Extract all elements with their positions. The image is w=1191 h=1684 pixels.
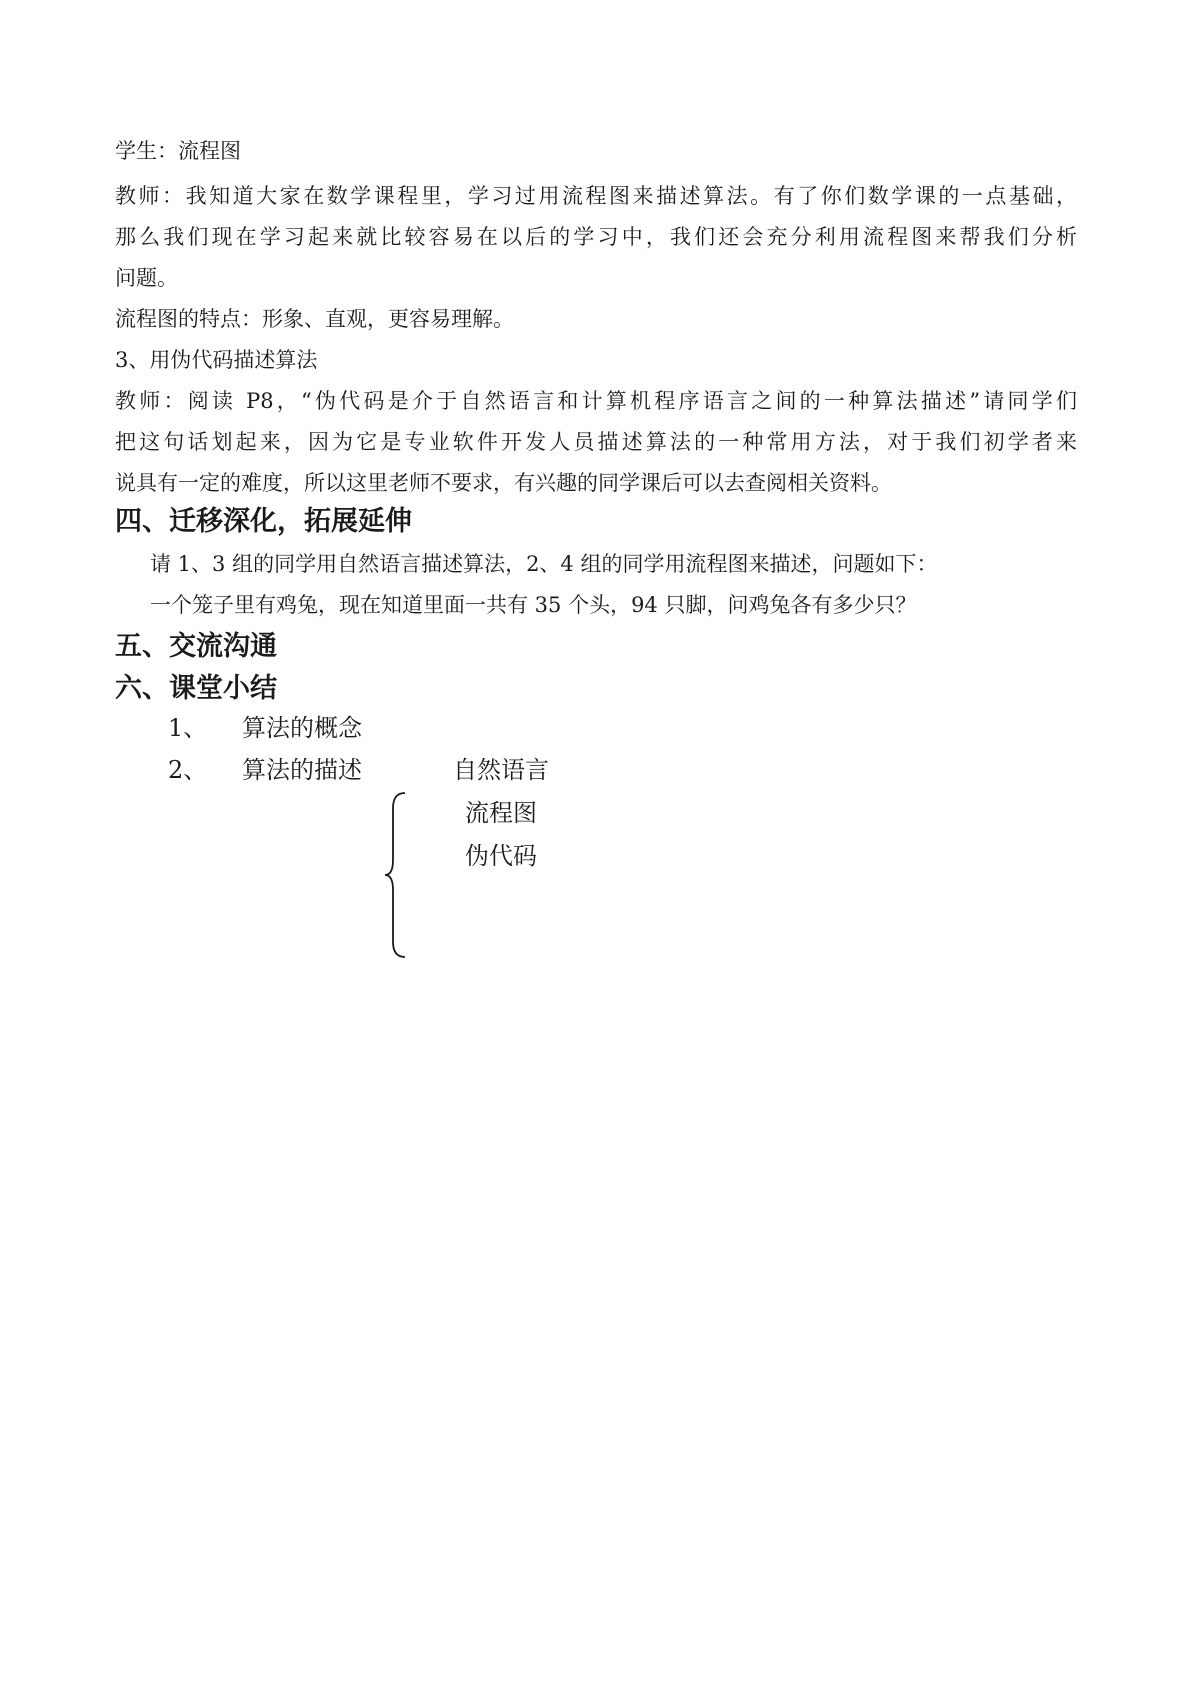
summary-item-2-text: 算法的描述 bbox=[242, 756, 362, 784]
method-flowchart: 流程图 bbox=[465, 799, 537, 827]
student-answer: 学生：流程图 bbox=[115, 139, 241, 163]
teacher-paragraph-line-3: 问题。 bbox=[115, 266, 178, 290]
left-brace bbox=[383, 790, 413, 960]
flowchart-features: 流程图的特点：形象、直观，更容易理解。 bbox=[115, 307, 514, 331]
pseudocode-subheading: 3、用伪代码描述算法 bbox=[115, 348, 318, 372]
group-instruction: 请 1、3 组的同学用自然语言描述算法，2、4 组的同学用流程图来描述，问题如下： bbox=[150, 552, 938, 576]
section-six-heading: 六、课堂小结 bbox=[115, 673, 277, 704]
section-four-heading: 四、迁移深化，拓展延伸 bbox=[115, 506, 412, 537]
summary-item-1-text: 算法的概念 bbox=[242, 714, 362, 742]
teacher-paragraph-line-2: 那么我们现在学习起来就比较容易在以后的学习中，我们还会充分利用流程图来帮我们分析 bbox=[115, 225, 1077, 249]
chicken-rabbit-problem: 一个笼子里有鸡兔，现在知道里面一共有 35 个头，94 只脚，问鸡兔各有多少只？ bbox=[150, 593, 917, 617]
pseudocode-paragraph-line-2: 把这句话划起来，因为它是专业软件开发人员描述算法的一种常用方法，对于我们初学者来 bbox=[115, 430, 1077, 454]
section-five-heading: 五、交流沟通 bbox=[115, 631, 277, 662]
teacher-paragraph-line-1: 教师：我知道大家在数学课程里，学习过用流程图来描述算法。有了你们数学课的一点基础， bbox=[115, 184, 1077, 208]
summary-item-2-number: 2、 bbox=[168, 756, 208, 784]
pseudocode-paragraph-line-3: 说具有一定的难度，所以这里老师不要求，有兴趣的同学课后可以去查阅相关资料。 bbox=[115, 471, 892, 495]
pseudocode-paragraph-line-1: 教师：阅读 P8，“伪代码是介于自然语言和计算机程序语言之间的一种算法描述”请同学们 bbox=[115, 389, 1077, 413]
method-pseudocode: 伪代码 bbox=[465, 842, 537, 870]
summary-item-1-number: 1、 bbox=[168, 714, 208, 742]
method-natural-language: 自然语言 bbox=[453, 756, 549, 784]
